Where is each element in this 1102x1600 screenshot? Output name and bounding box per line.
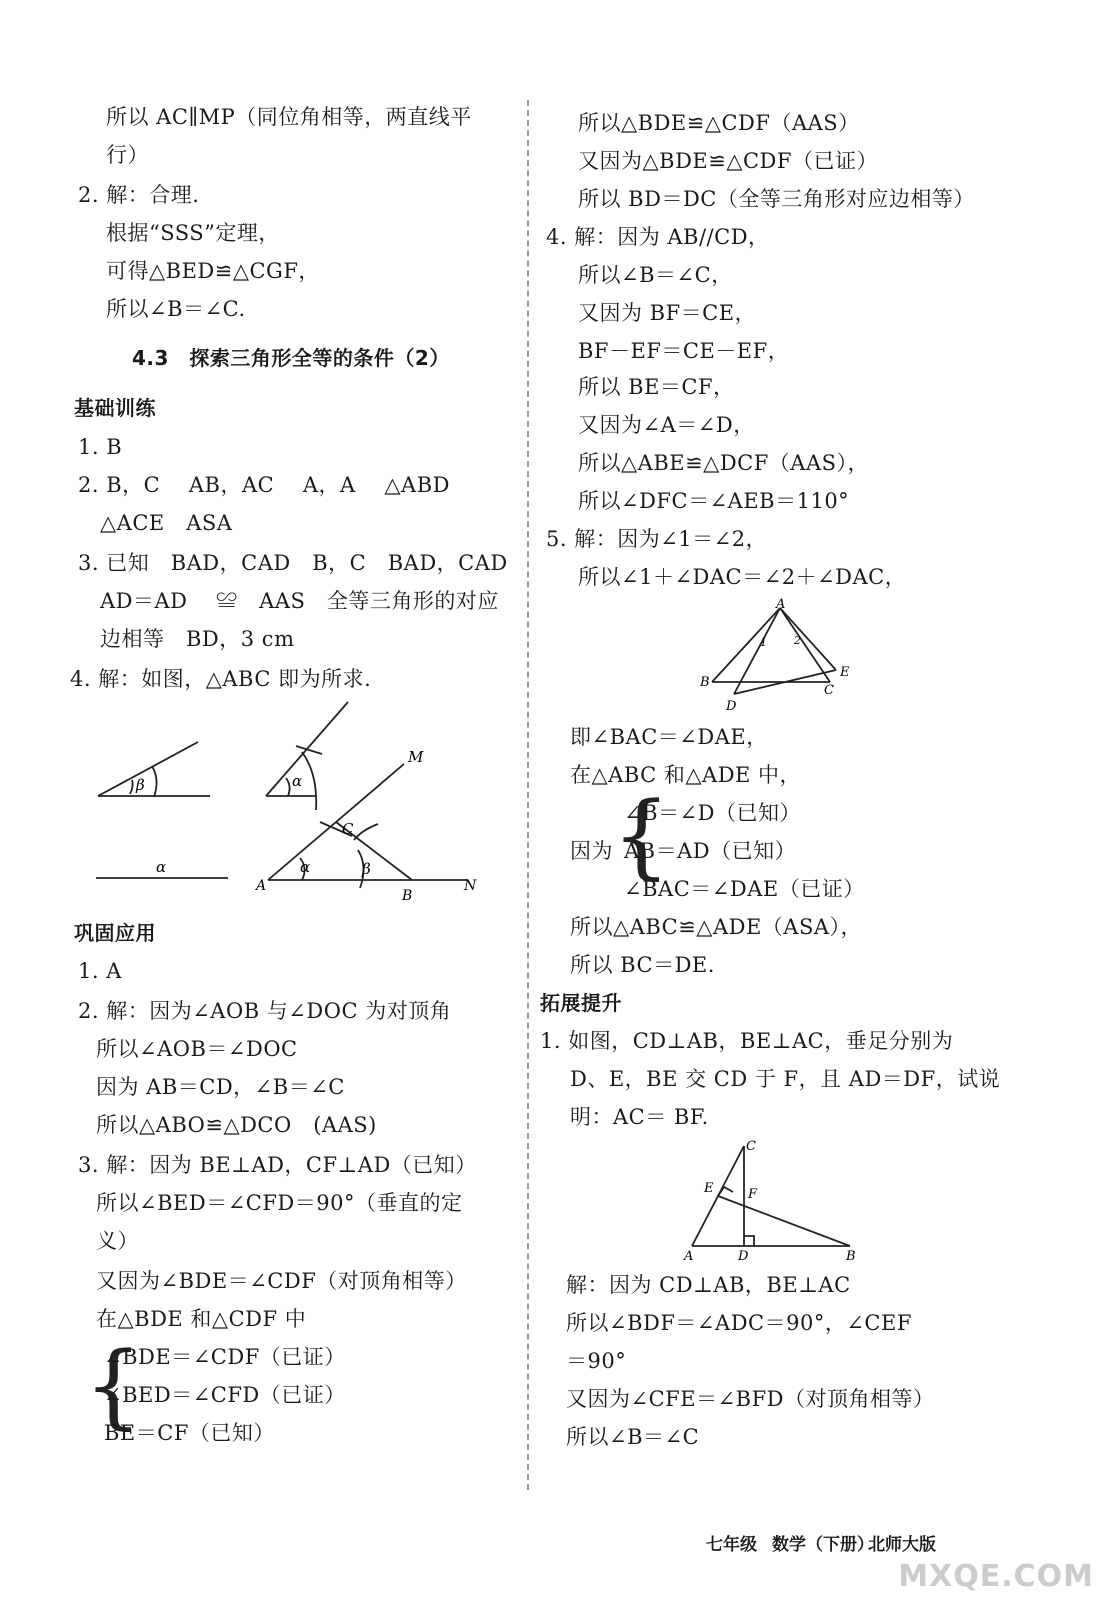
text-line: 又因为∠A＝∠D， xyxy=(578,413,755,437)
footer-grade: 七年级 xyxy=(706,1535,757,1555)
label-M: M xyxy=(408,748,424,766)
label-alpha: α xyxy=(292,772,303,790)
text-line: 又因为 BF＝CE， xyxy=(578,301,757,325)
label-beta: β xyxy=(136,776,145,794)
text-line: 又因为△BDE≌△CDF（已证） xyxy=(578,149,878,173)
text-line: 所以∠B＝∠C xyxy=(566,1425,700,1449)
label-alpha-seg: α xyxy=(156,858,167,876)
text-line: 所以∠BED＝∠CFD＝90°（垂直的定 xyxy=(96,1191,463,1215)
text-line: 所以∠AOB＝∠DOC xyxy=(96,1037,298,1061)
text-line: 因为 AB＝CD，∠B＝∠C xyxy=(96,1075,345,1099)
text-line: 2. 解：因为∠AOB 与∠DOC 为对顶角 xyxy=(78,999,452,1023)
text-line: 2. 解：合理. xyxy=(78,183,200,207)
text-line: ∠BAC＝∠DAE（已证） xyxy=(624,877,865,901)
text-line: BF－EF＝CE－EF， xyxy=(578,339,790,363)
label-B: B xyxy=(402,888,413,904)
text-line: AB＝AD（已知） xyxy=(624,839,797,863)
left-brace: { xyxy=(84,1332,143,1439)
text-line: 3. 解：因为 BE⊥AD，CF⊥AD（已知） xyxy=(78,1153,477,1177)
text-line: 在△ABC 和△ADE 中， xyxy=(570,763,802,787)
triangle-figure-5 xyxy=(696,598,866,714)
text-line: 1. A xyxy=(78,959,122,983)
text-line: 1. B xyxy=(78,435,123,459)
text-line: 所以∠DFC＝∠AEB＝110° xyxy=(578,489,850,513)
text-line: 所以△ABE≌△DCF（AAS）， xyxy=(578,451,870,475)
text-line: 所以△ABC≌△ADE（ASA）， xyxy=(570,915,862,939)
text-line: 明：AC＝ BF. xyxy=(570,1105,709,1129)
watermark: MXQE.COM xyxy=(898,1559,1094,1594)
text-line: 行） xyxy=(106,143,149,167)
text-line: 3. 已知 BAD，CAD B，C BAD，CAD xyxy=(78,551,508,575)
text-line: 义） xyxy=(96,1229,139,1253)
fig5-label-E: E xyxy=(840,665,850,680)
text-line: 所以△BDE≌△CDF（AAS） xyxy=(578,111,860,135)
label-alpha-2: α xyxy=(300,858,311,876)
text-line: 解：因为 CD⊥AB，BE⊥AC xyxy=(566,1273,851,1297)
text-line: 5. 解：因为∠1＝∠2， xyxy=(546,527,768,551)
text-line: 所以∠1＋∠DAC＝∠2＋∠DAC， xyxy=(578,565,907,589)
text-line: 又因为∠BDE＝∠CDF（对顶角相等） xyxy=(96,1269,467,1293)
ext-label-A: A xyxy=(684,1249,694,1264)
text-line: 所以 AC∥MP（同位角相等，两直线平 xyxy=(106,105,472,129)
text-line: △ACE ASA xyxy=(100,511,233,535)
ext-label-B: B xyxy=(846,1249,856,1264)
text-line: 4. 解：如图，△ABC 即为所求. xyxy=(70,667,372,691)
fig5-label-A: A xyxy=(776,598,786,612)
text-line: ∠B＝∠D（已知） xyxy=(624,801,801,825)
fig5-label-2: 2 xyxy=(794,634,801,647)
footer-edition: 北师大版 xyxy=(868,1535,936,1555)
text-line: ∠BED＝∠CFD（已证） xyxy=(104,1383,346,1407)
text-line: D、E，BE 交 CD 于 F，且 AD＝DF，试说 xyxy=(570,1067,1001,1091)
text-line: 可得△BED≌△CGF， xyxy=(106,259,320,283)
section-heading-consolidate: 巩固应用 xyxy=(74,921,156,945)
text-line: 根据“SSS”定理， xyxy=(106,221,280,245)
fig5-label-C: C xyxy=(824,683,834,698)
text-line: 又因为∠CFE＝∠BFD（对顶角相等） xyxy=(566,1387,935,1411)
text-line: AD＝AD ≌ AAS 全等三角形的对应 xyxy=(100,589,499,613)
fig5-label-D: D xyxy=(726,699,737,714)
right-brace: { xyxy=(612,782,671,889)
ext-label-D: D xyxy=(738,1249,749,1264)
text-line: 所以∠B＝∠C. xyxy=(106,297,246,321)
text-line: 所以 BE＝CF， xyxy=(578,375,735,399)
ext-label-E: E xyxy=(704,1181,714,1196)
label-A: A xyxy=(256,878,267,894)
ext-label-F: F xyxy=(748,1187,758,1202)
construction-figure xyxy=(90,700,510,910)
label-beta-2: β xyxy=(362,860,371,878)
ext-label-C: C xyxy=(746,1139,756,1154)
label-C: C xyxy=(342,820,354,838)
text-line: 所以 BC＝DE. xyxy=(570,953,715,977)
section-heading-basic: 基础训练 xyxy=(74,396,156,420)
triangle-figure-ext xyxy=(680,1136,870,1266)
text-line: BE＝CF（已知） xyxy=(104,1421,275,1445)
fig5-label-B: B xyxy=(700,675,710,690)
text-line: 在△BDE 和△CDF 中 xyxy=(96,1307,307,1331)
text-line: 边相等 BD，3 cm xyxy=(100,627,295,651)
text-line: 所以∠BDF＝∠ADC＝90°，∠CEF xyxy=(566,1311,912,1335)
text-line: 1. 如图，CD⊥AB，BE⊥AC，垂足分别为 xyxy=(540,1029,954,1053)
text-line: 即∠BAC＝∠DAE， xyxy=(570,725,768,749)
text-line: ＝90° xyxy=(566,1349,627,1373)
fig5-label-1: 1 xyxy=(760,636,767,649)
footer-subject: 数学（下册） xyxy=(772,1535,874,1555)
section-title: 4.3 探索三角形全等的条件（2） xyxy=(132,346,450,370)
text-line: 2. B，C AB，AC A，A △ABD xyxy=(78,473,450,497)
text-line: 所以∠B＝∠C， xyxy=(578,263,733,287)
column-divider xyxy=(527,100,529,1490)
text-line: 因为 xyxy=(570,839,613,863)
section-heading-extend: 拓展提升 xyxy=(540,991,622,1015)
label-N: N xyxy=(464,878,477,894)
text-line: 所以△ABO≌△DCO (AAS) xyxy=(96,1113,377,1137)
text-line: ∠BDE＝∠CDF（已证） xyxy=(104,1345,346,1369)
text-line: 4. 解：因为 AB//CD， xyxy=(546,225,770,249)
text-line: 所以 BD＝DC（全等三角形对应边相等） xyxy=(578,187,975,211)
